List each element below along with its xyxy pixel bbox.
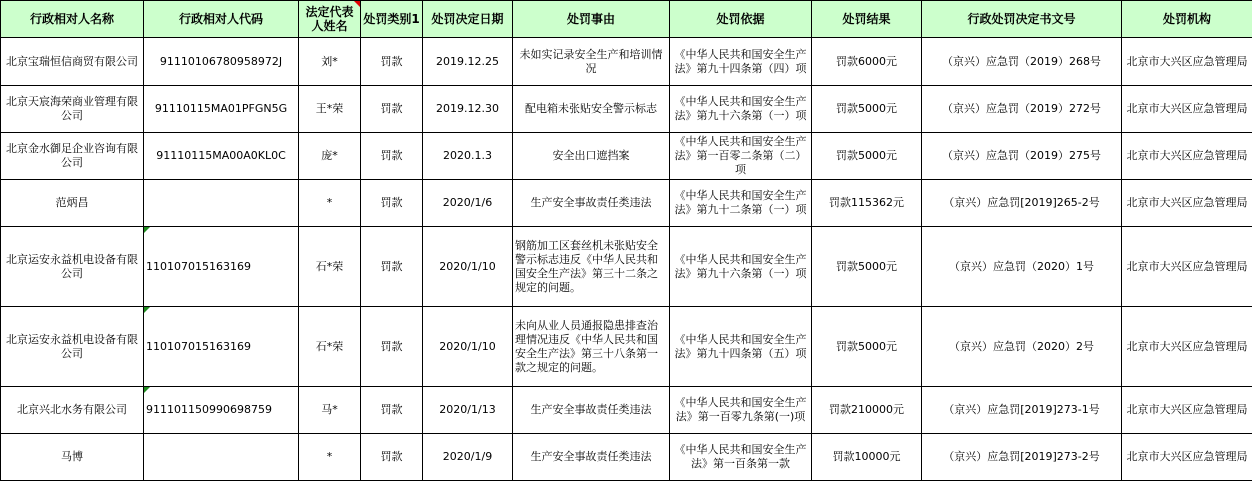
cell-legal-rep[interactable]: 马* [299,387,361,434]
cell-reason[interactable]: 生产安全事故责任类违法 [513,387,670,434]
cell-category[interactable]: 罚款 [361,227,423,307]
cell-reason[interactable]: 配电箱未张贴安全警示标志 [513,86,670,133]
header-cell[interactable]: 行政相对人名称 [1,1,144,38]
cell-doc-no[interactable]: （京兴）应急罚（2019）268号 [922,38,1122,86]
cell-result[interactable]: 罚款5000元 [812,227,922,307]
cell-reason[interactable]: 钢筋加工区套丝机未张贴安全警示标志违反《中华人民共和国安全生产法》第三十二条之规定的问题。 [513,227,670,307]
table-row [1,86,1252,133]
cell-basis[interactable]: 《中华人民共和国安全生产法》第九十六条第（一）项 [670,227,812,307]
cell-code[interactable]: 91110106780958972J [144,38,299,86]
cell-result[interactable]: 罚款5000元 [812,133,922,180]
cell-authority[interactable]: 北京市大兴区应急管理局 [1122,180,1252,227]
cell-reason[interactable]: 安全出口遮挡案 [513,133,670,180]
cell-date[interactable]: 2020/1/13 [423,387,513,434]
table-row [1,307,1252,387]
cell-category[interactable]: 罚款 [361,434,423,481]
header-cell[interactable]: 处罚类别1 [361,1,423,38]
cell-basis[interactable]: 《中华人民共和国安全生产法》第九十二条第（一）项 [670,180,812,227]
cell-date[interactable]: 2020/1/6 [423,180,513,227]
cell-date[interactable]: 2020/1/9 [423,434,513,481]
cell-legal-rep[interactable]: 石*荣 [299,307,361,387]
cell-doc-no[interactable]: （京兴）应急罚（2019）275号 [922,133,1122,180]
cell-basis[interactable]: 《中华人民共和国安全生产法》第九十六条第（一）项 [670,86,812,133]
cell-doc-no[interactable]: （京兴）应急罚[2019]273-2号 [922,434,1122,481]
cell-name[interactable]: 北京兴北水务有限公司 [1,387,144,434]
cell-category[interactable]: 罚款 [361,307,423,387]
cell-legal-rep[interactable]: * [299,434,361,481]
cell-authority[interactable]: 北京市大兴区应急管理局 [1122,387,1252,434]
cell-date[interactable]: 2019.12.25 [423,38,513,86]
table-row [1,387,1252,434]
cell-result[interactable]: 罚款5000元 [812,307,922,387]
cell-result[interactable]: 罚款6000元 [812,38,922,86]
cell-code[interactable] [144,434,299,481]
cell-authority[interactable]: 北京市大兴区应急管理局 [1122,86,1252,133]
table-row [1,180,1252,227]
cell-reason[interactable]: 生产安全事故责任类违法 [513,180,670,227]
cell-date[interactable]: 2019.12.30 [423,86,513,133]
cell-basis[interactable]: 《中华人民共和国安全生产法》第一百条第一款 [670,434,812,481]
cell-authority[interactable]: 北京市大兴区应急管理局 [1122,434,1252,481]
cell-doc-no[interactable]: （京兴）应急罚（2019）272号 [922,86,1122,133]
cell-code[interactable]: 110107015163169 [144,307,299,387]
cell-legal-rep[interactable]: 石*荣 [299,227,361,307]
cell-result[interactable]: 罚款5000元 [812,86,922,133]
cell-name[interactable]: 北京天宸海荣商业管理有限公司 [1,86,144,133]
cell-code[interactable] [144,180,299,227]
cell-result[interactable]: 罚款210000元 [812,387,922,434]
cell-authority[interactable]: 北京市大兴区应急管理局 [1122,38,1252,86]
header-cell[interactable]: 处罚依据 [670,1,812,38]
header-cell[interactable]: 处罚机构 [1122,1,1252,38]
table-row [1,38,1252,86]
cell-name[interactable]: 范炳昌 [1,180,144,227]
cell-doc-no[interactable]: （京兴）应急罚（2020）2号 [922,307,1122,387]
cell-legal-rep[interactable]: 王*荣 [299,86,361,133]
table-row [1,133,1252,180]
cell-doc-no[interactable]: （京兴）应急罚[2019]273-1号 [922,387,1122,434]
table-row [1,227,1252,307]
cell-authority[interactable]: 北京市大兴区应急管理局 [1122,227,1252,307]
header-cell[interactable]: 行政相对人代码 [144,1,299,38]
cell-name[interactable]: 马博 [1,434,144,481]
cell-authority[interactable]: 北京市大兴区应急管理局 [1122,133,1252,180]
table-row [1,434,1252,481]
cell-category[interactable]: 罚款 [361,38,423,86]
cell-legal-rep[interactable]: * [299,180,361,227]
cell-code[interactable]: 110107015163169 [144,227,299,307]
cell-name[interactable]: 北京宝瑞恒信商贸有限公司 [1,38,144,86]
cell-basis[interactable]: 《中华人民共和国安全生产法》第一百零二条第（二）项 [670,133,812,180]
cell-doc-no[interactable]: （京兴）应急罚（2020）1号 [922,227,1122,307]
cell-legal-rep[interactable]: 刘* [299,38,361,86]
cell-date[interactable]: 2020/1/10 [423,307,513,387]
cell-category[interactable]: 罚款 [361,86,423,133]
cell-reason[interactable]: 未如实记录安全生产和培训情况 [513,38,670,86]
header-cell[interactable]: 行政处罚决定书文号 [922,1,1122,38]
cell-code[interactable]: 91110115MA00A0KL0C [144,133,299,180]
cell-category[interactable]: 罚款 [361,387,423,434]
cell-date[interactable]: 2020.1.3 [423,133,513,180]
cell-result[interactable]: 罚款115362元 [812,180,922,227]
header-cell[interactable]: 处罚事由 [513,1,670,38]
cell-reason[interactable]: 生产安全事故责任类违法 [513,434,670,481]
cell-result[interactable]: 罚款10000元 [812,434,922,481]
cell-name[interactable]: 北京金水御足企业咨询有限公司 [1,133,144,180]
cell-authority[interactable]: 北京市大兴区应急管理局 [1122,307,1252,387]
cell-basis[interactable]: 《中华人民共和国安全生产法》第九十四条第（四）项 [670,38,812,86]
cell-name[interactable]: 北京运安永益机电设备有限公司 [1,307,144,387]
cell-reason[interactable]: 未向从业人员通报隐患排查治理情况违反《中华人民共和国安全生产法》第三十八条第一款之规定的问题。 [513,307,670,387]
cell-category[interactable]: 罚款 [361,133,423,180]
cell-legal-rep[interactable]: 庞* [299,133,361,180]
header-cell[interactable]: 处罚结果 [812,1,922,38]
header-row [1,1,1252,38]
header-cell[interactable]: 法定代表人姓名 [299,1,361,38]
cell-code[interactable]: 91110115MA01PFGN5G [144,86,299,133]
cell-basis[interactable]: 《中华人民共和国安全生产法》第一百零九条第(一)项 [670,387,812,434]
header-cell[interactable]: 处罚决定日期 [423,1,513,38]
cell-date[interactable]: 2020/1/10 [423,227,513,307]
cell-doc-no[interactable]: （京兴）应急罚[2019]265-2号 [922,180,1122,227]
cell-code[interactable]: 911101150990698759 [144,387,299,434]
cell-basis[interactable]: 《中华人民共和国安全生产法》第九十四条第（五）项 [670,307,812,387]
cell-name[interactable]: 北京运安永益机电设备有限公司 [1,227,144,307]
cell-category[interactable]: 罚款 [361,180,423,227]
